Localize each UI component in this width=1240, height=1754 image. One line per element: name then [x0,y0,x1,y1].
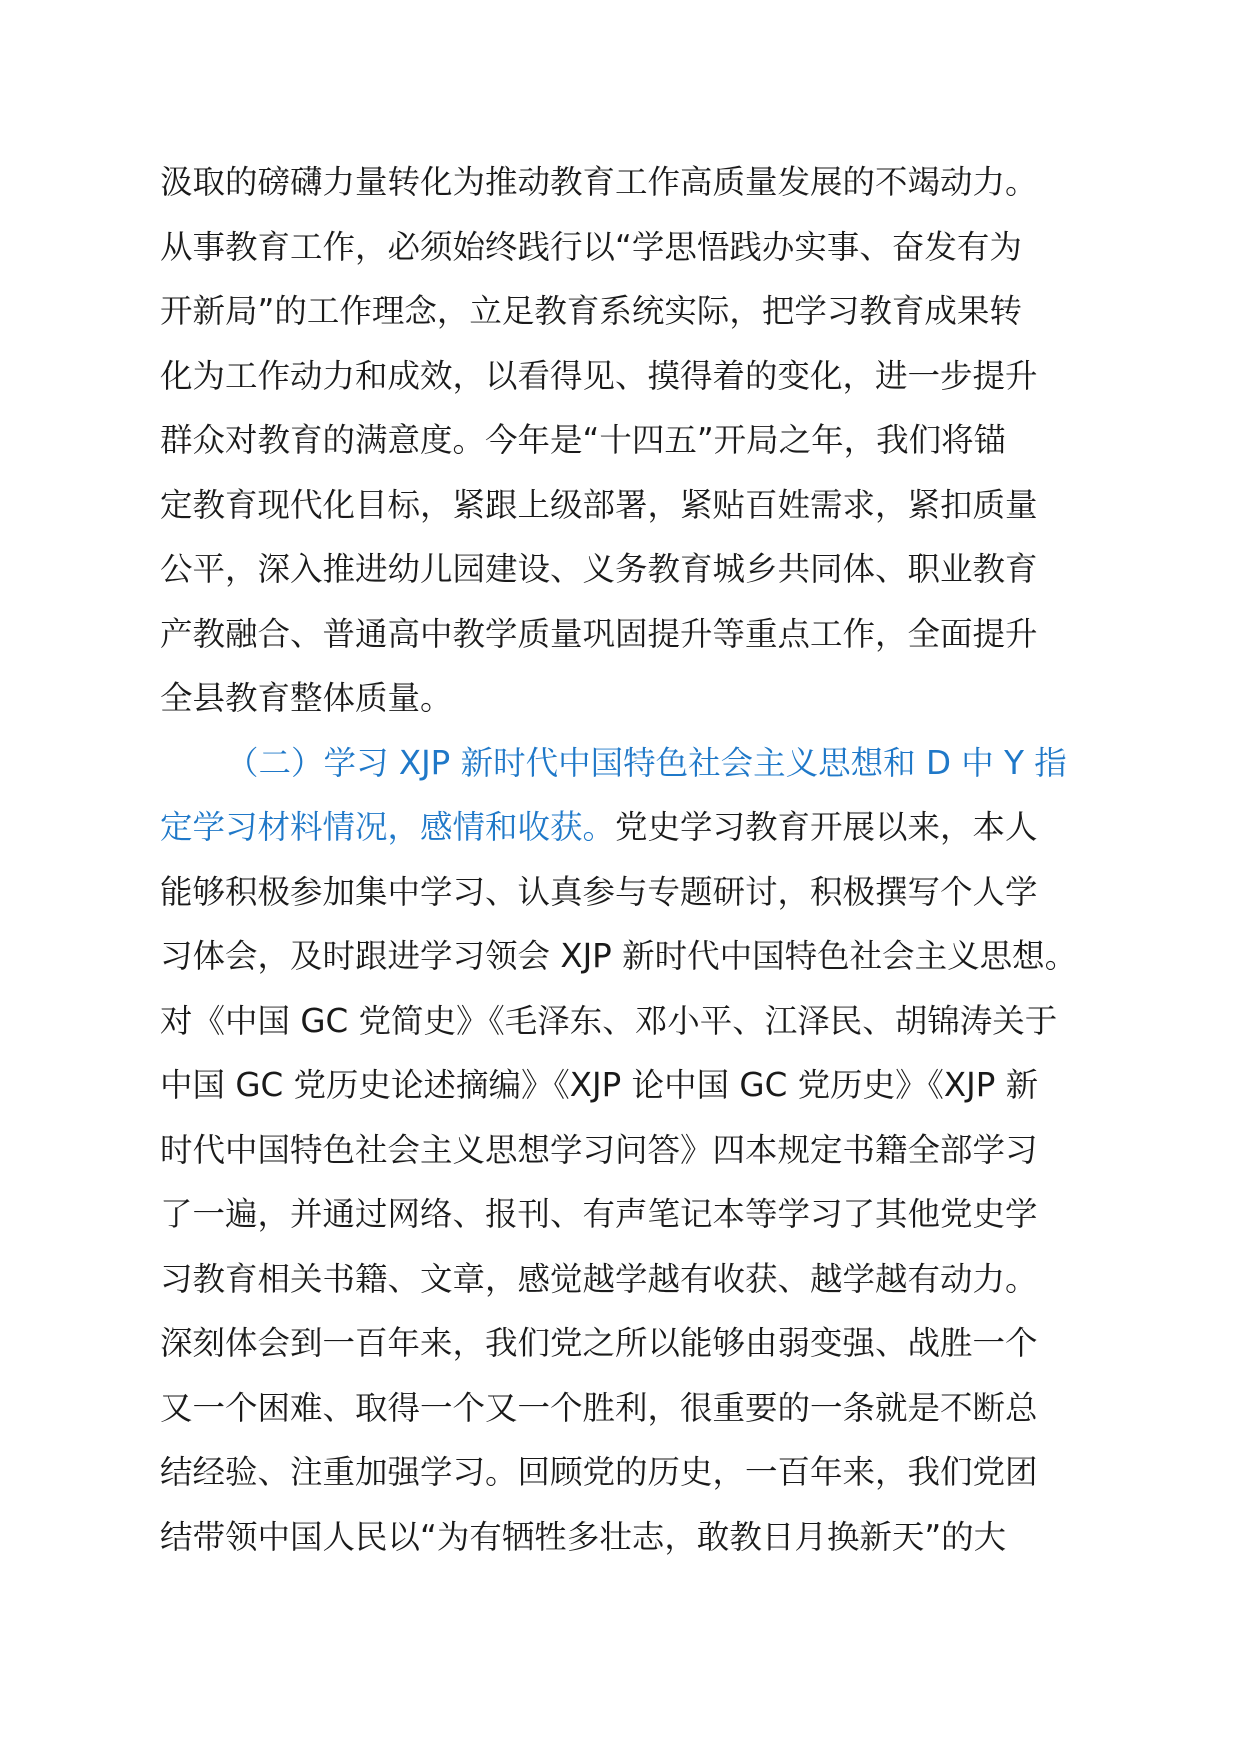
paragraph-text: 能够积极参加集中学习、认真参与专题研讨，积极撰写个人学 [160,872,1038,911]
paragraph-text: 结经验、注重加强学习。回顾党的历史，一百年来，我们党团 [160,1453,1038,1491]
text-line [160,279,1090,344]
paragraph-text: 开新局”的工作理念，立足教育系统实际，把学习教育成果转 [160,292,1022,330]
text-line [160,860,1090,925]
paragraph-text: 习教育相关书籍、文章，感觉越学越有收获、越学越有动力。 [160,1259,1038,1298]
paragraph-text: 产教融合、普通高中教学质量巩固提升等重点工作，全面提升 [160,614,1038,653]
text-line [160,731,1090,796]
paragraph-text: 汲取的磅礴力量转化为推动教育工作高质量发展的不竭动力。 [160,163,1038,201]
paragraph-text: 从事教育工作，必须始终践行以“学思悟践办实事、奋发有为 [160,227,1022,266]
text-line [160,215,1090,280]
paragraph-text: 对《中国 GC 党简史》《毛泽东、邓小平、江泽民、胡锦涛关于 [160,1001,1058,1040]
section-heading-text: （二）学习 XJP 新时代中国特色社会主义思想和 D 中 Y 指 [226,743,1067,782]
text-line [160,1376,1090,1441]
text-line [160,408,1090,473]
paragraph-text: 公平，深入推进幼儿园建设、义务教育城乡共同体、职业教育 [160,550,1038,588]
paragraph-text: 习体会，及时跟进学习领会 XJP 新时代中国特色社会主义思想。 [160,937,1078,975]
paragraph-text: 群众对教育的满意度。今年是“十四五”开局之年，我们将锚 [160,421,1007,459]
paragraph-text: 全县教育整体质量。 [160,679,453,717]
paragraph-text: 了一遍，并通过网络、报刊、有声笔记本等学习了其他党史学 [160,1195,1038,1233]
text-line [160,1247,1090,1312]
text-line [160,1505,1090,1570]
paragraph-text: 深刻体会到一百年来，我们党之所以能够由弱变强、战胜一个 [160,1324,1038,1362]
paragraph-text: 结带领中国人民以“为有牺牲多壮志，敢教日月换新天”的大 [160,1517,1007,1556]
text-line [160,1440,1090,1505]
paragraph-text: 化为工作动力和成效，以看得见、摸得着的变化，进一步提升 [160,356,1038,395]
text-line [160,537,1090,602]
text-line [160,1053,1090,1118]
body-text [160,150,1090,1569]
text-line [160,150,1090,215]
text-line [160,1118,1090,1183]
text-line [160,1311,1090,1376]
paragraph-text: 党史学习教育开展以来，本人 [615,808,1038,846]
paragraph-text: 又一个困难、取得一个又一个胜利，很重要的一条就是不断总 [160,1388,1038,1427]
text-line [160,1182,1090,1247]
text-line [160,602,1090,667]
text-line [160,344,1090,409]
paragraph-text: 时代中国特色社会主义思想学习问答》四本规定书籍全部学习 [160,1130,1038,1169]
text-line [160,795,1090,860]
paragraph-text: 定教育现代化目标，紧跟上级部署，紧贴百姓需求，紧扣质量 [160,485,1038,524]
text-line [160,989,1090,1054]
text-line [160,666,1090,731]
text-line [160,473,1090,538]
paragraph-text: 中国 GC 党历史论述摘编》《XJP 论中国 GC 党历史》《XJP 新 [160,1066,1039,1104]
text-line [160,924,1090,989]
section-heading-text: 定学习材料情况，感情和收获。 [160,808,616,846]
